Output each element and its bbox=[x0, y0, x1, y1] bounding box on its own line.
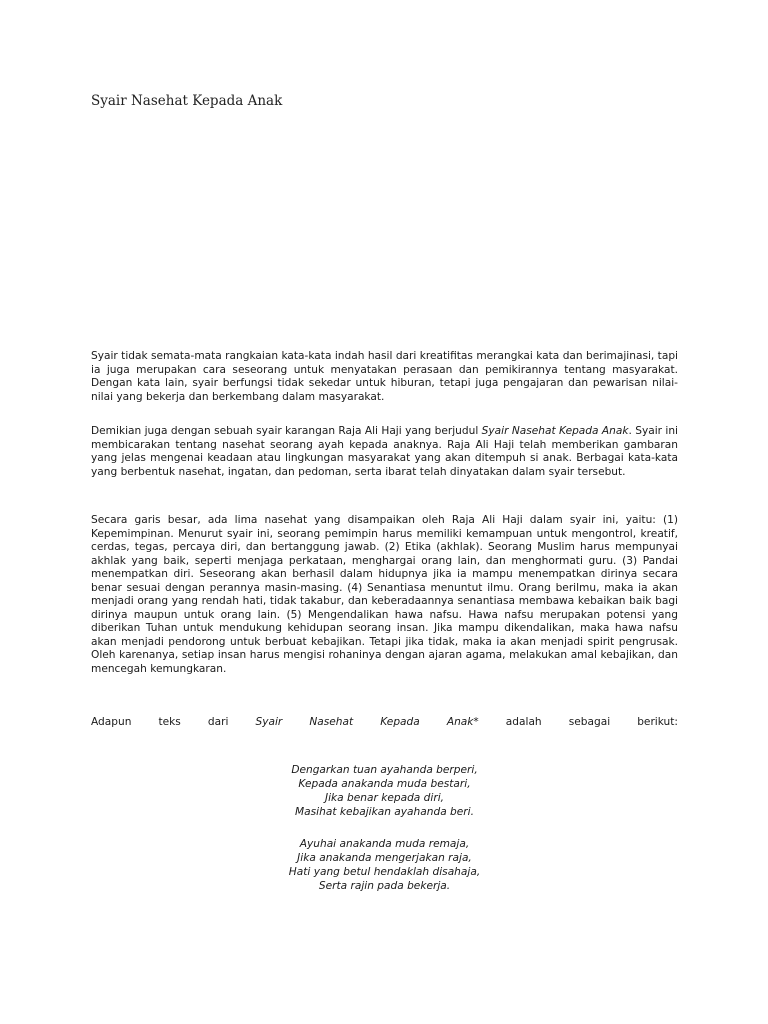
paragraph-five-advices: Secara garis besar, ada lima nasehat yang disampaikan oleh Raja Ali Haji dalam syair ini, yaitu: (1) Kepemimpinan. Menurut syair ini, seorang pemimpin harus memiliki kemampuan untuk mengontrol, kreatif, cerdas, tegas, percaya diri, dan bertanggung jawab. (2) Etika (akhlak). Seorang Muslim harus mempunyai akhlak yang baik, seperti menjaga perkataan, menghargai orang lain, dan menghormati guru. (3) Pandai menempatkan diri. Seseorang akan berhasil dalam hidupnya jika ia mampu menempatkan dirinya secara benar sesuai dengan perannya masin-masing. (4) Senantiasa menuntut ilmu. Orang berilmu, maka ia akan menjadi orang yang rendah hati, tidak takabur, dan keberadaannya senantiasa membawa kebaikan baik bagi dirinya maupun untuk orang lain. (5) Mengendalikan hawa nafsu. Hawa nafsu merupakan potensi yang diberikan Tuhan untuk mendukung kehidupan seorang insan. Jika mampu dikendalikan, maka hawa nafsu akan menjadi pendorong untuk berbuat kebajikan. Tetapi jika tidak, maka ia akan menjadi spirit pengrusak. Oleh karenanya, setiap insan harus mengisi rohaninya dengan ajaran agama, melakukan amal kebajikan, dan mencegah kemungkaran. bbox=[91, 514, 678, 675]
paragraph-text-intro bbox=[91, 716, 678, 730]
poem-line: Masihat kebajikan ayahanda beri. bbox=[295, 806, 474, 818]
paragraph-text: Adapun teks dari bbox=[91, 716, 256, 728]
poem-line: Kepada anakanda muda bestari, bbox=[298, 778, 471, 790]
paragraph-text: Demikian juga dengan sebuah syair karangan Raja Ali Haji yang berjudul bbox=[91, 425, 482, 437]
poem-title-italic: Syair Nasehat Kepada Anak bbox=[255, 716, 474, 728]
poem-line: Jika benar kepada diri, bbox=[324, 792, 445, 804]
paragraph-text: . Syair ini membicarakan tentang nasehat seorang ayah kepada anaknya. Raja Ali Haji telah memberikan gambaran yang jelas mengenai keadaan atau lingkungan masyarakat yang akan ditempuh si anak. Berbagai kata-kata yang berbentuk nasehat, ingatan, dan pedoman, serta ibarat telah dinyatakan dalam syair tersebut. bbox=[91, 425, 678, 478]
poem-stanza-1 bbox=[91, 763, 678, 819]
paragraph-intro: Syair tidak semata-mata rangkaian kata-kata indah hasil dari kreatifitas merangkai kata dan berimajinasi, tapi ia juga merupakan cara seseorang untuk menyatakan perasaan dan pemikirannya tentang masyarakat. Dengan kata lain, syair berfungsi tidak sekedar untuk hiburan, tetapi juga pengajaran dan pewarisan nilai-nilai yang bekerja dan berkembang dalam masyarakat. bbox=[91, 350, 678, 403]
paragraph-raja-ali-haji bbox=[91, 425, 678, 479]
poem-title-italic: Syair Nasehat Kepada Anak bbox=[481, 425, 629, 437]
paragraph-text: * adalah sebagai berikut: bbox=[473, 716, 678, 728]
poem-line: Hati yang betul hendaklah disahaja, bbox=[288, 866, 481, 878]
document-title: Syair Nasehat Kepada Anak bbox=[91, 93, 283, 109]
poem-line: Ayuhai anakanda muda remaja, bbox=[299, 838, 470, 850]
poem-line: Jika anakanda mengerjakan raja, bbox=[297, 852, 472, 864]
poem-line: Dengarkan tuan ayahanda berperi, bbox=[291, 764, 478, 776]
poem-line: Serta rajin pada bekerja. bbox=[318, 880, 451, 892]
poem-stanza-2 bbox=[91, 837, 678, 893]
